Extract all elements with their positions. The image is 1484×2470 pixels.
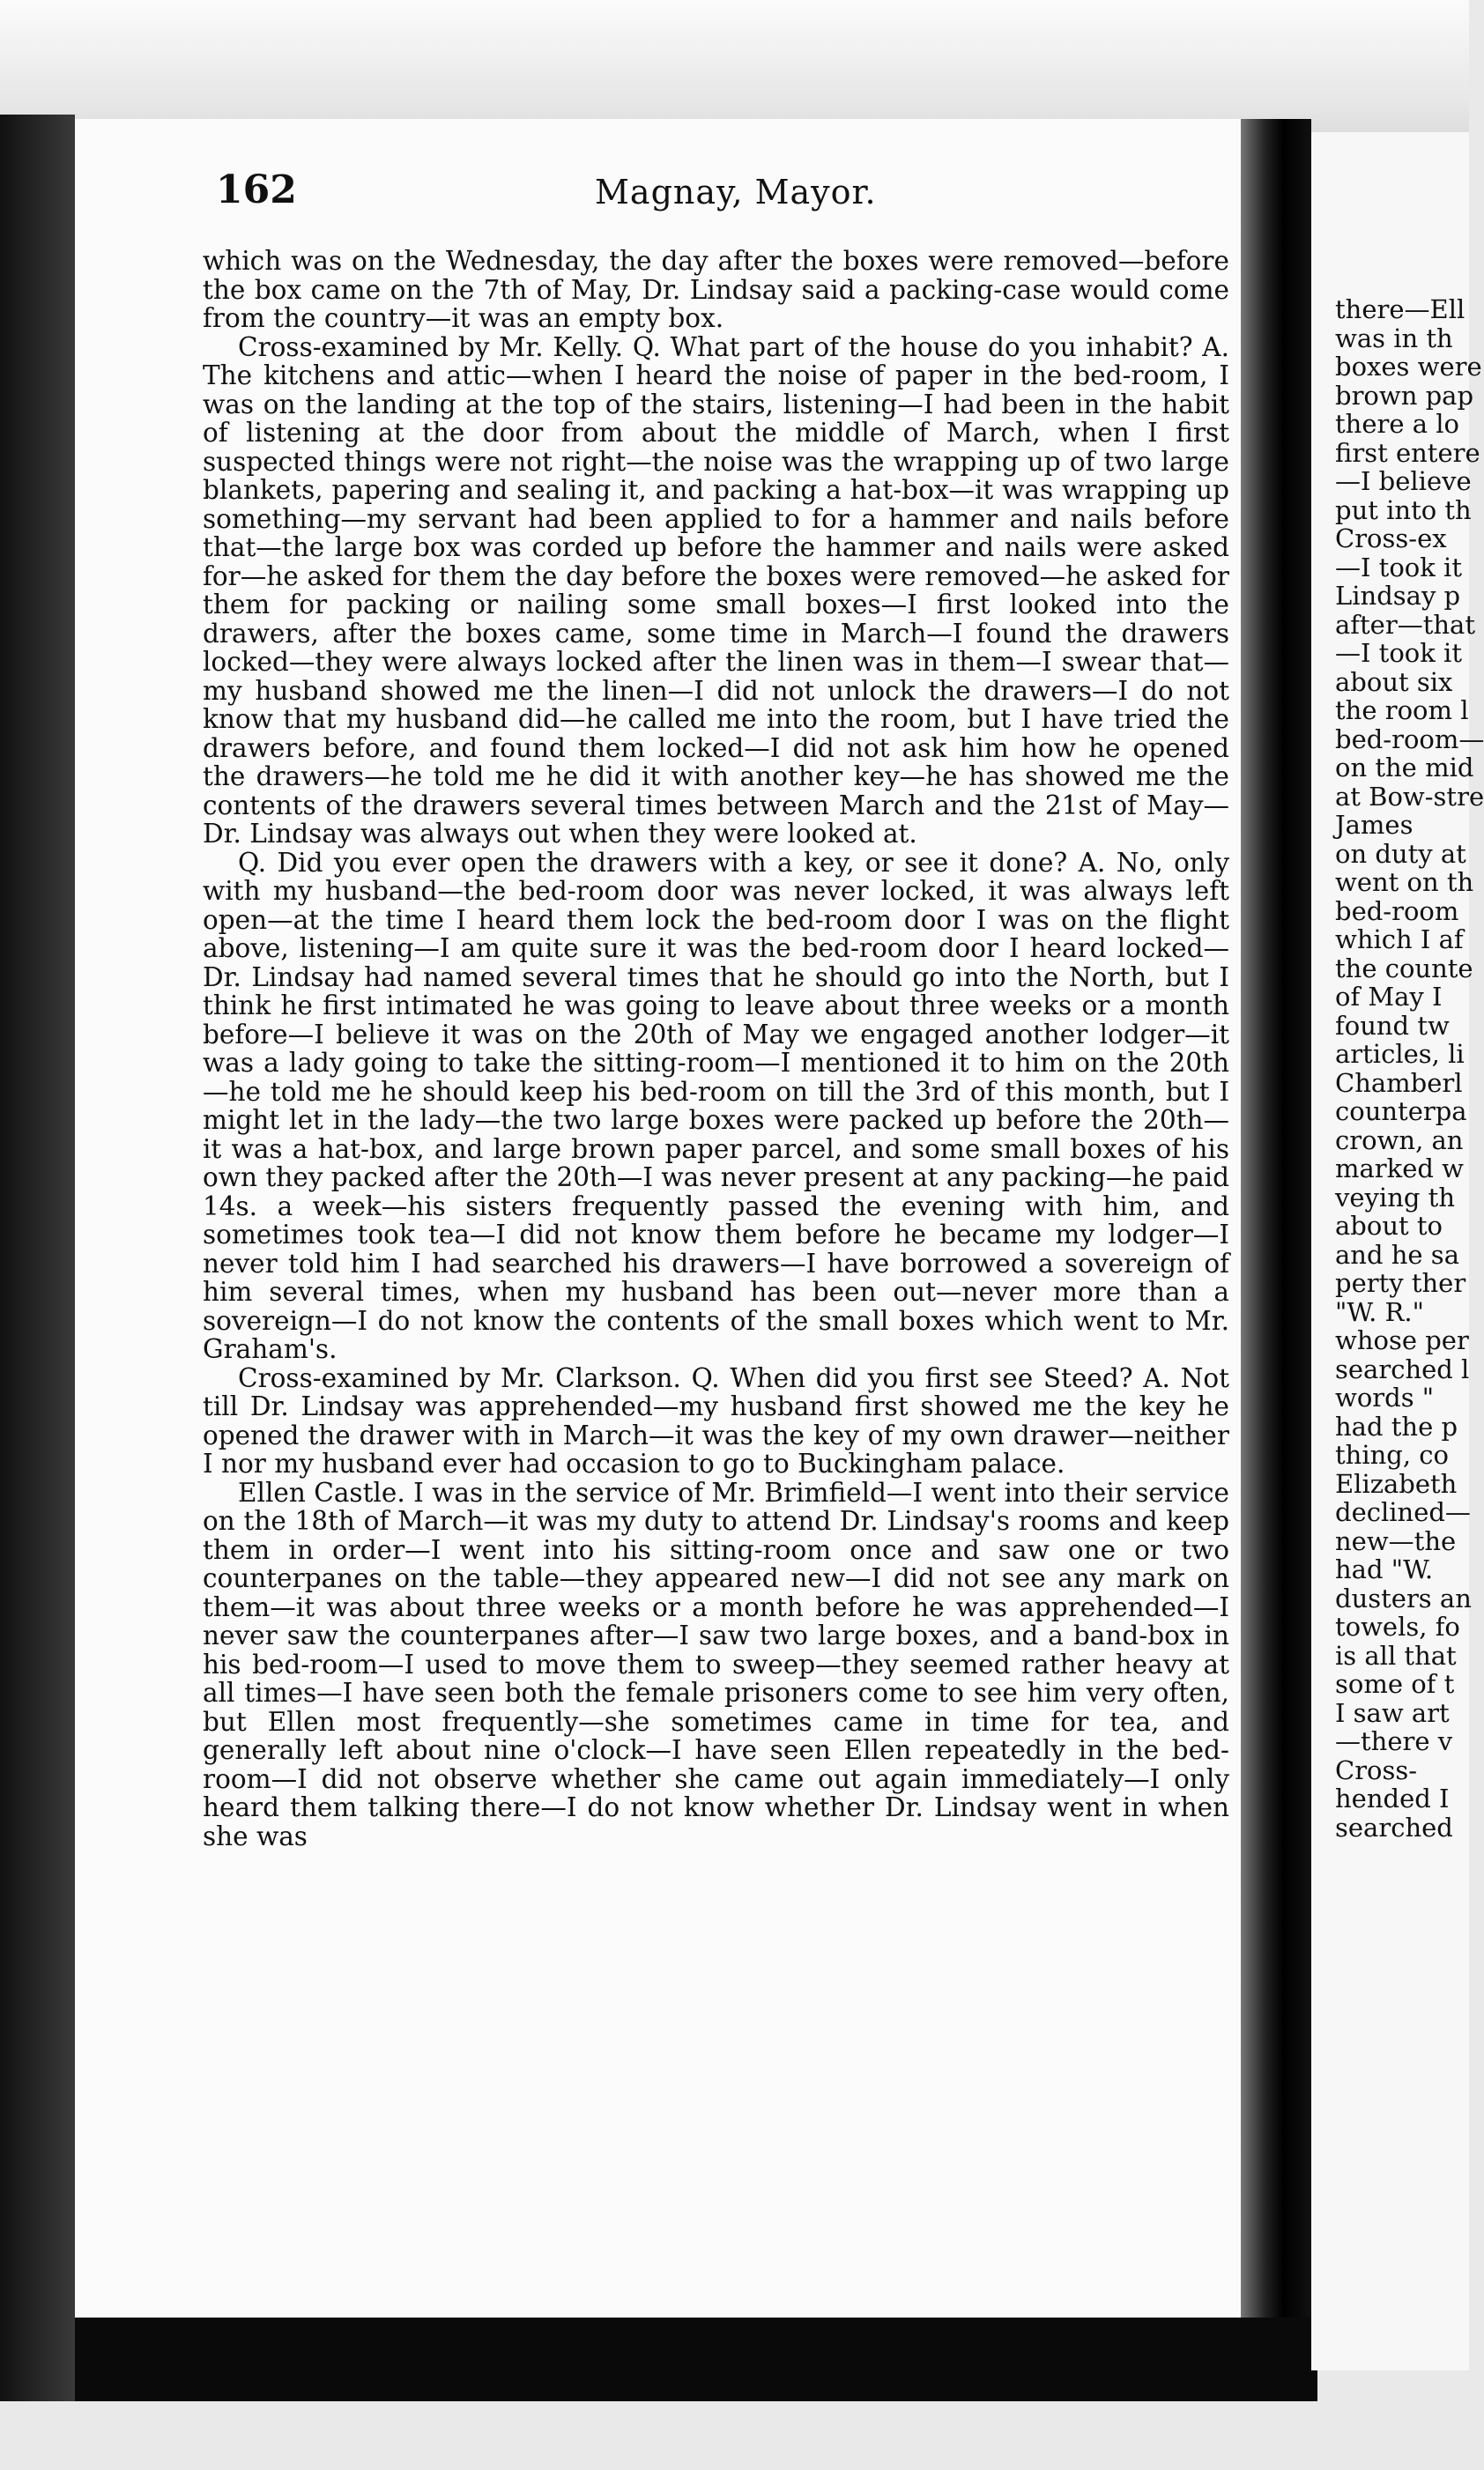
paragraph: Cross-examined by Mr. Clarkson. Q. When did you first see Steed? A. Not till Dr. Lindsay was apprehended—my husband first showed me the key he opened the drawer with in March—it was the key of my own drawer—neither I nor my husband ever had occasion to go to Buckingham palace. [203,1362,1229,1479]
facing-page-line: there a lo [1335,409,1459,439]
page-bottom-background [0,2401,1469,2470]
facing-page-line: there—Ell [1335,294,1465,324]
facing-page-line: hended I [1335,1784,1450,1814]
facing-page-line: some of t [1335,1669,1455,1699]
facing-page-line: dusters an [1335,1583,1472,1613]
facing-page-line: the room l [1335,695,1469,725]
facing-page-line: searched l [1335,1354,1470,1384]
facing-page-line: counterpa [1335,1096,1467,1126]
facing-page-line: crown, an [1335,1124,1464,1155]
facing-page-line: Lindsay p [1335,581,1461,611]
page-title: Magnay, Mayor. [595,173,877,211]
book-left-edge [0,115,75,2470]
facing-page-line: the counte [1335,953,1473,983]
facing-page-line: which I af [1335,924,1464,954]
facing-page-line: on duty at [1335,838,1466,869]
facing-page-line: found tw [1335,1010,1450,1041]
paragraph: Q. Did you ever open the drawers with a key, or see it done? A. No, only with my husband—the bed-room door was never locked, it was always left open—at the time I heard them lock the bed-room door I was on the flight above, listening—I am quite sure it was the bed-room door I heard locked—Dr. Lindsay had named several times that he should go into the North, but I think he first intimated he was going to leave about three weeks or a month before—I believe it was on the 20th of May we engaged another lodger—it was a lady going to take the sitting-room—I mentioned it to him on the 20th—he told me he should keep his bed-room on till the 3rd of this month, but I might let in the lady—the two large boxes were packed up before the 20th—it was a hat-box, and large brown paper parcel, and some small boxes of his own they packed after the 20th—I was never present at any packing—he paid 14s. a week—his sisters frequently passed the evening with him, and sometimes took tea—I did not know them before he became my lodger—I never told him I had searched his drawers—I have borrowed a sovereign of him several times, when my husband has been out—never more than a sovereign—I do not know the contents of the small boxes which went to Mr. Graham's. [203,847,1229,1364]
facing-page-line: had the p [1335,1411,1458,1442]
book-gutter [1241,119,1311,2384]
facing-page-line: searched [1335,1812,1453,1843]
facing-page-line: new—the [1335,1525,1457,1556]
facing-page-text [1335,294,1484,1843]
facing-page-line: bed-room [1335,895,1459,926]
facing-page-line: is all that [1335,1640,1457,1671]
facing-page-line: perty ther [1335,1268,1466,1298]
facing-page-line: words " [1335,1383,1435,1413]
facing-page-line: marked w [1335,1153,1464,1183]
facing-page-line: whose per [1335,1325,1469,1355]
facing-page-line: bed-room— [1335,723,1484,754]
facing-page-line: after—that [1335,609,1475,640]
body-text [203,247,1229,1851]
facing-page-line: James [1335,810,1414,840]
facing-page-line: —I believe [1335,466,1472,496]
facing-page-line: —there v [1335,1726,1453,1756]
facing-page-line: went on th [1335,867,1474,897]
facing-page-line: thing, co [1335,1440,1449,1470]
facing-page-line: towels, fo [1335,1612,1460,1642]
facing-page-line: of May I [1335,982,1443,1012]
facing-page-line: —I took it [1335,638,1462,668]
paragraph: Cross-examined by Mr. Kelly. Q. What part of the house do you inhabit? A. The kitchens and attic—when I heard the noise of paper in the bed-room, I was on the landing at the top of the stairs, listening—I had been in the habit of listening at the door from about the middle of March, when I first suspected things were not right—the noise was the wrapping up of two large blankets, papering and sealing it, and packing a hat-box—it was wrapping up something—my servant had been applied to for a hammer and nails before that—the large box was corded up before the hammer and nails were asked for—he asked for them the day before the boxes were removed—he asked for them for packing or nailing some small boxes—I first looked into the drawers, after the boxes came, some time in March—I found the drawers locked—they were always locked after the linen was in them—I swear that—my husband showed me the linen—I did not unlock the drawers—I do not know that my husband did—he called me into the room, but I have tried the drawers before, and found them locked—I did not ask him how he opened the drawers—he told me he did it with another key—he has showed me the contents of the drawers several times between March and the 21st of May—Dr. Lindsay was always out when they were looked at. [203,331,1229,849]
paragraph: which was on the Wednesday, the day after the boxes were removed—before the box came on the 7th of May, Dr. Lindsay said a packing-case would come from the country—it was an empty box. [203,246,1229,333]
facing-page-line: on the mid [1335,753,1474,783]
facing-page-line: articles, li [1335,1039,1465,1069]
page-number: 162 [216,167,297,212]
facing-page-line: —I took it [1335,552,1462,582]
facing-page-line: veying th [1335,1182,1455,1213]
paragraph: Ellen Castle. I was in the service of Mr. Brimfield—I went into their service on the 18th of March—it was my duty to attend Dr. Lindsay's rooms and keep them in order—I went into his sitting-room once and saw one or two counterpanes on the table—they appeared new—I did not see any mark on them—it was about three weeks or a month before he was apprehended—I never saw the counterpanes after—I saw two large boxes, and a band-box in his bed-room—I used to move them to sweep—they seemed rather heavy at all times—I have seen both the female prisoners come to see him very often, but Ellen most frequently—she sometimes came in time for tea, and generally left about nine o'clock—I have seen Ellen repeatedly in the bed-room—I did not observe whether she came out again immediately—I only heard them talking there—I do not know whether Dr. Lindsay went in when she was [203,1477,1229,1851]
facing-page-line: put into th [1335,494,1472,525]
facing-page-line: Elizabeth [1335,1468,1458,1499]
facing-page-line: brown pap [1335,380,1474,411]
facing-page-line: Cross- [1335,1754,1418,1785]
facing-page-line: was in th [1335,323,1453,353]
facing-page-line: declined— [1335,1497,1471,1527]
facing-page-line: Chamberl [1335,1067,1463,1098]
facing-page-line: and he sa [1335,1239,1459,1270]
facing-page-line: I saw art [1335,1697,1450,1728]
facing-page-line: Cross-ex [1335,523,1447,553]
running-head [216,167,1256,229]
facing-page-line: at Bow-stre [1335,781,1484,812]
facing-page-line: had "W. [1335,1554,1434,1584]
facing-page-line: about six [1335,666,1453,697]
facing-page-line: boxes were [1335,352,1482,382]
facing-page-line: "W. R." [1335,1296,1424,1327]
facing-page-line: about to [1335,1211,1443,1241]
facing-page-line: first entere [1335,437,1480,468]
